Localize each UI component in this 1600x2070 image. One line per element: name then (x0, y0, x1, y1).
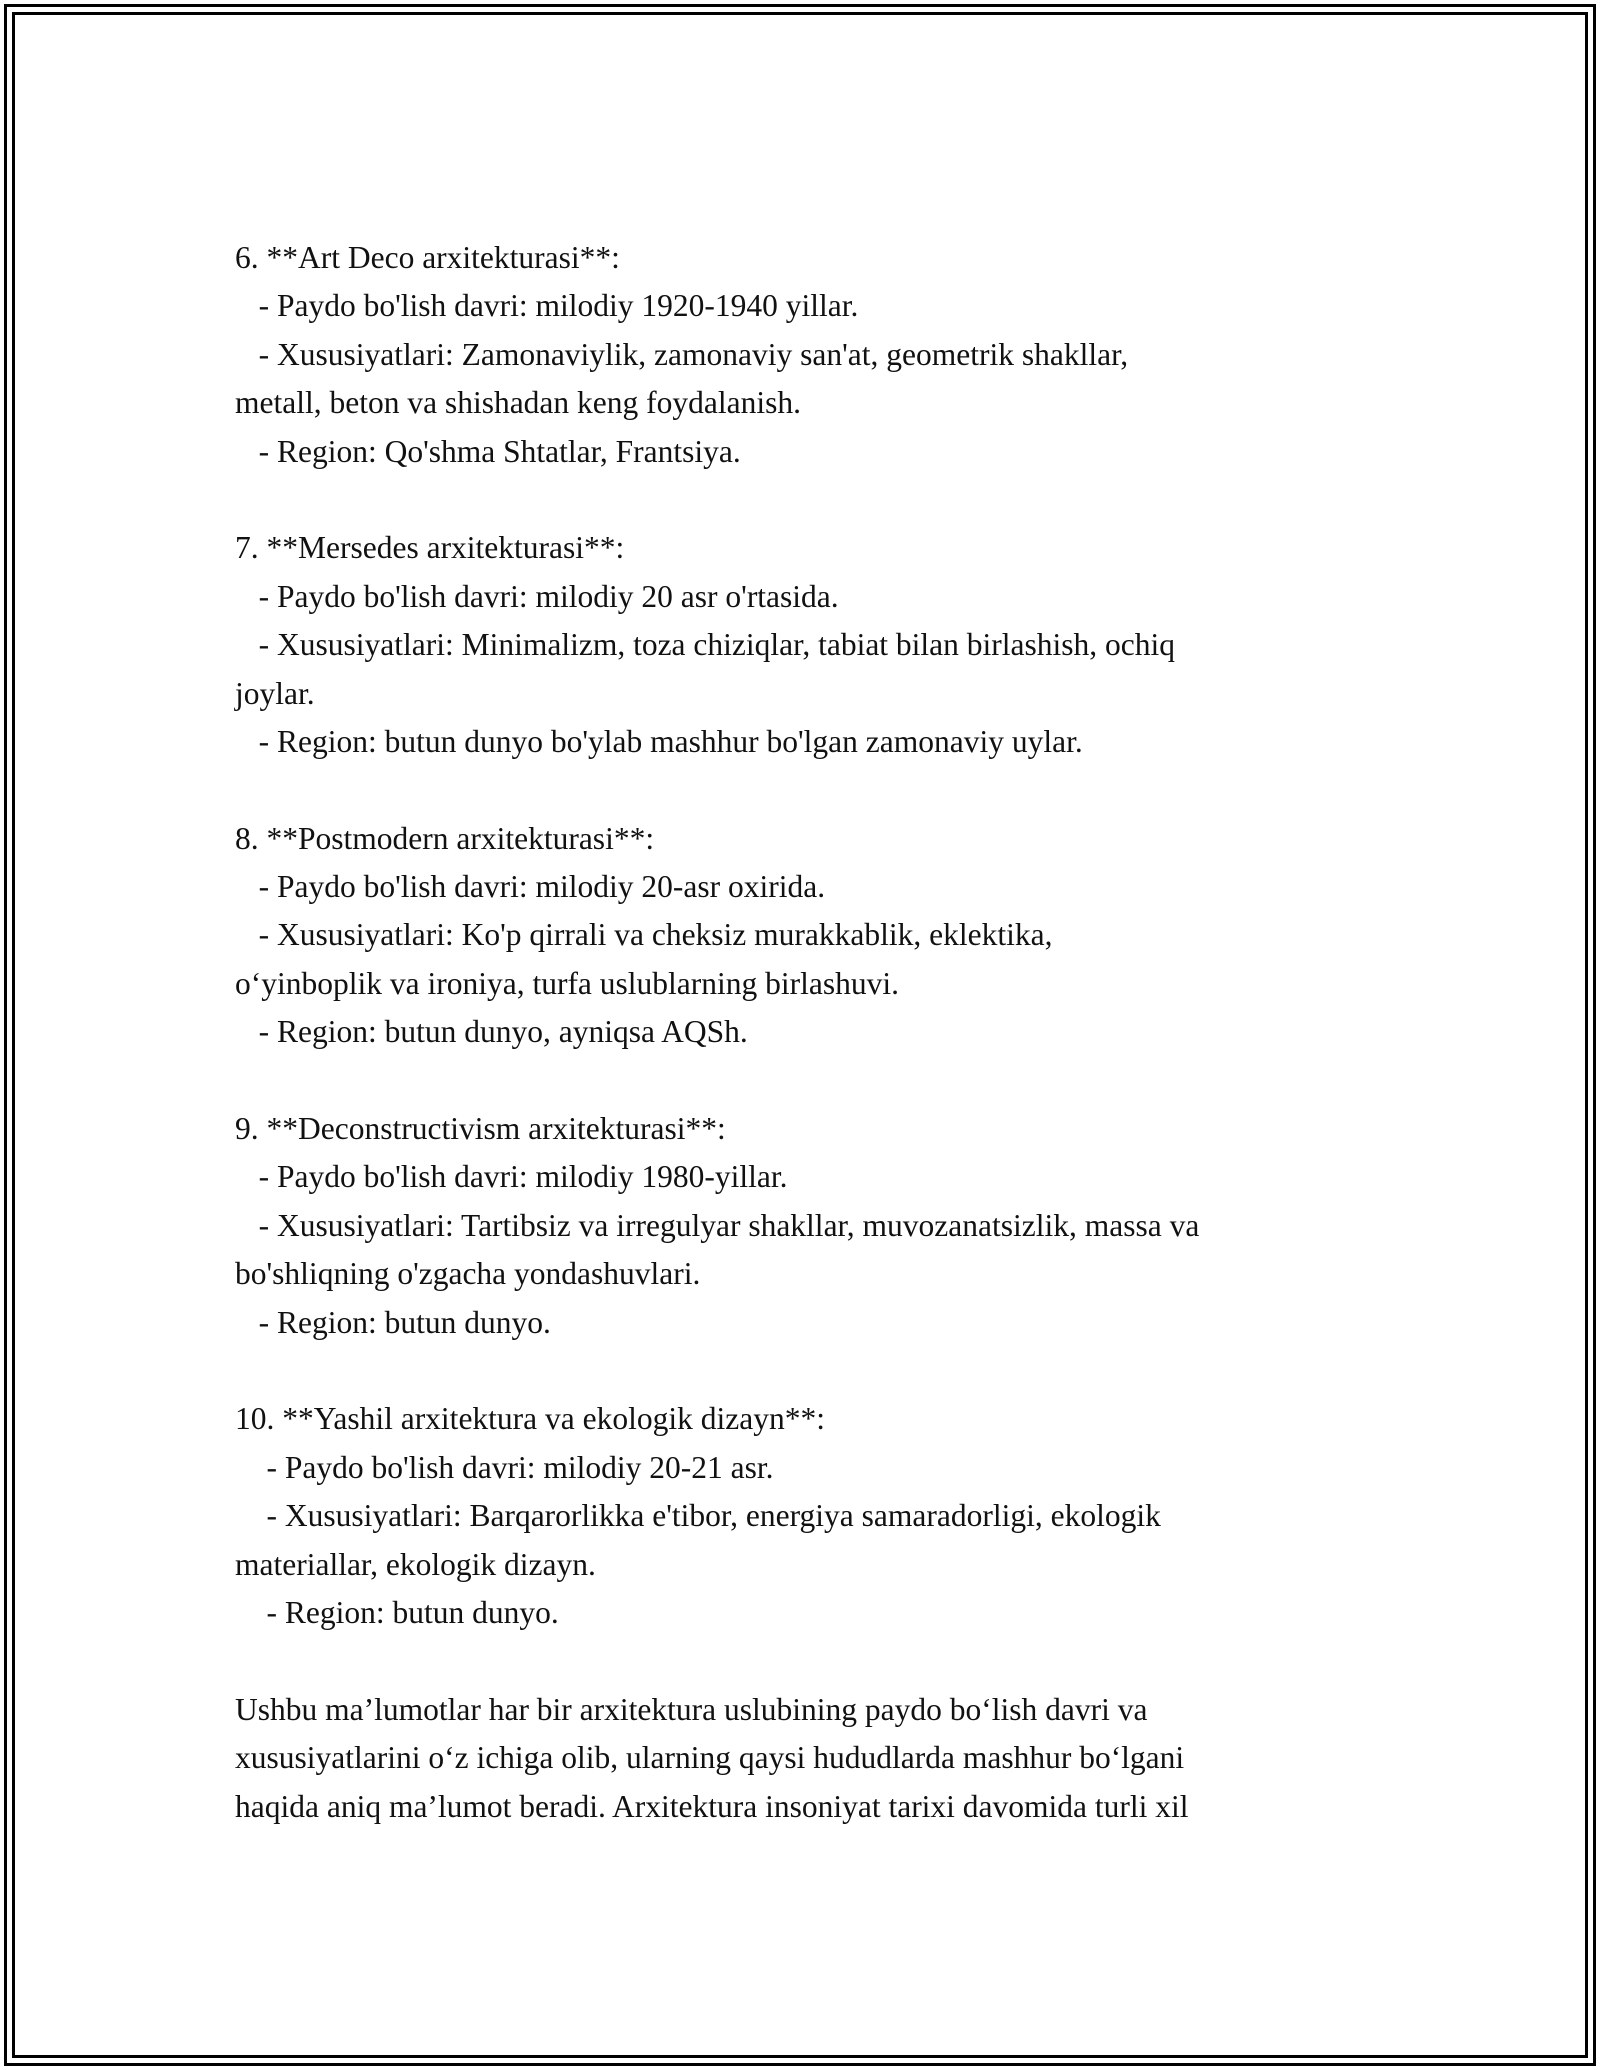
paragraph-gap (235, 476, 1375, 524)
section-heading: 10. **Yashil arxitektura va ekologik dizayn**: (235, 1401, 825, 1437)
closing-line: xususiyatlarini o‘z ichiga olib, ularning qaysi hududlarda mashhur bo‘lgani (235, 1740, 1185, 1776)
section-line: - Region: butun dunyo, ayniqsa AQSh. (235, 1014, 748, 1050)
section-line: - Paydo bo'lish davri: milodiy 20 asr o'rtasida. (235, 578, 839, 614)
section-heading: 8. **Postmodern arxitekturasi**: (235, 820, 655, 856)
section-deconstructivism (235, 1105, 1375, 1347)
section-line: - Xususiyatlari: Minimalizm, toza chiziqlar, tabiat bilan birlashish, ochiq (235, 627, 1176, 663)
section-line: - Region: Qo'shma Shtatlar, Frantsiya. (235, 433, 741, 469)
section-line: - Xususiyatlari: Barqarorlikka e'tibor, energiya samaradorligi, ekologik (235, 1498, 1161, 1534)
paragraph-gap (235, 1347, 1375, 1395)
document-body (235, 234, 1375, 1831)
section-line: - Xususiyatlari: Tartibsiz va irregulyar shakllar, muvozanatsizlik, massa va (235, 1207, 1200, 1243)
section-line: - Paydo bo'lish davri: milodiy 20-21 asr. (235, 1449, 774, 1485)
section-art-deco (235, 234, 1375, 476)
section-heading: 9. **Deconstructivism arxitekturasi**: (235, 1111, 726, 1147)
section-line: joylar. (235, 675, 315, 711)
section-line: - Region: butun dunyo bo'ylab mashhur bo'lgan zamonaviy uylar. (235, 723, 1083, 759)
section-postmodern (235, 815, 1375, 1057)
closing-line: Ushbu ma’lumotlar har bir arxitektura uslubining paydo bo‘lish davri va (235, 1691, 1148, 1727)
closing-paragraph (235, 1686, 1375, 1831)
section-heading: 6. **Art Deco arxitekturasi**: (235, 240, 620, 275)
section-line: - Region: butun dunyo. (235, 1594, 559, 1630)
paragraph-gap (235, 766, 1375, 814)
section-line: - Xususiyatlari: Ko'p qirrali va cheksiz murakkablik, eklektika, (235, 917, 1053, 953)
section-heading: 7. **Mersedes arxitekturasi**: (235, 530, 625, 566)
section-line: o‘yinboplik va ironiya, turfa uslublarning birlashuvi. (235, 965, 900, 1001)
section-line: bo'shliqning o'zgacha yondashuvlari. (235, 1256, 701, 1292)
section-line: - Paydo bo'lish davri: milodiy 1920-1940 yillar. (235, 288, 859, 324)
paragraph-gap (235, 1637, 1375, 1685)
section-line: metall, beton va shishadan keng foydalanish. (235, 385, 801, 421)
paragraph-gap (235, 1057, 1375, 1105)
section-line: - Paydo bo'lish davri: milodiy 20-asr oxirida. (235, 869, 826, 905)
section-line: - Paydo bo'lish davri: milodiy 1980-yillar. (235, 1159, 788, 1195)
section-green-architecture (235, 1395, 1375, 1637)
closing-line: haqida aniq ma’lumot beradi. Arxitektura insoniyat tarixi davomida turli xil (235, 1788, 1189, 1824)
section-line: materiallar, ekologik dizayn. (235, 1546, 596, 1582)
section-line: - Xususiyatlari: Zamonaviylik, zamonaviy san'at, geometrik shakllar, (235, 336, 1129, 372)
section-mersedes (235, 524, 1375, 766)
section-line: - Region: butun dunyo. (235, 1304, 551, 1340)
